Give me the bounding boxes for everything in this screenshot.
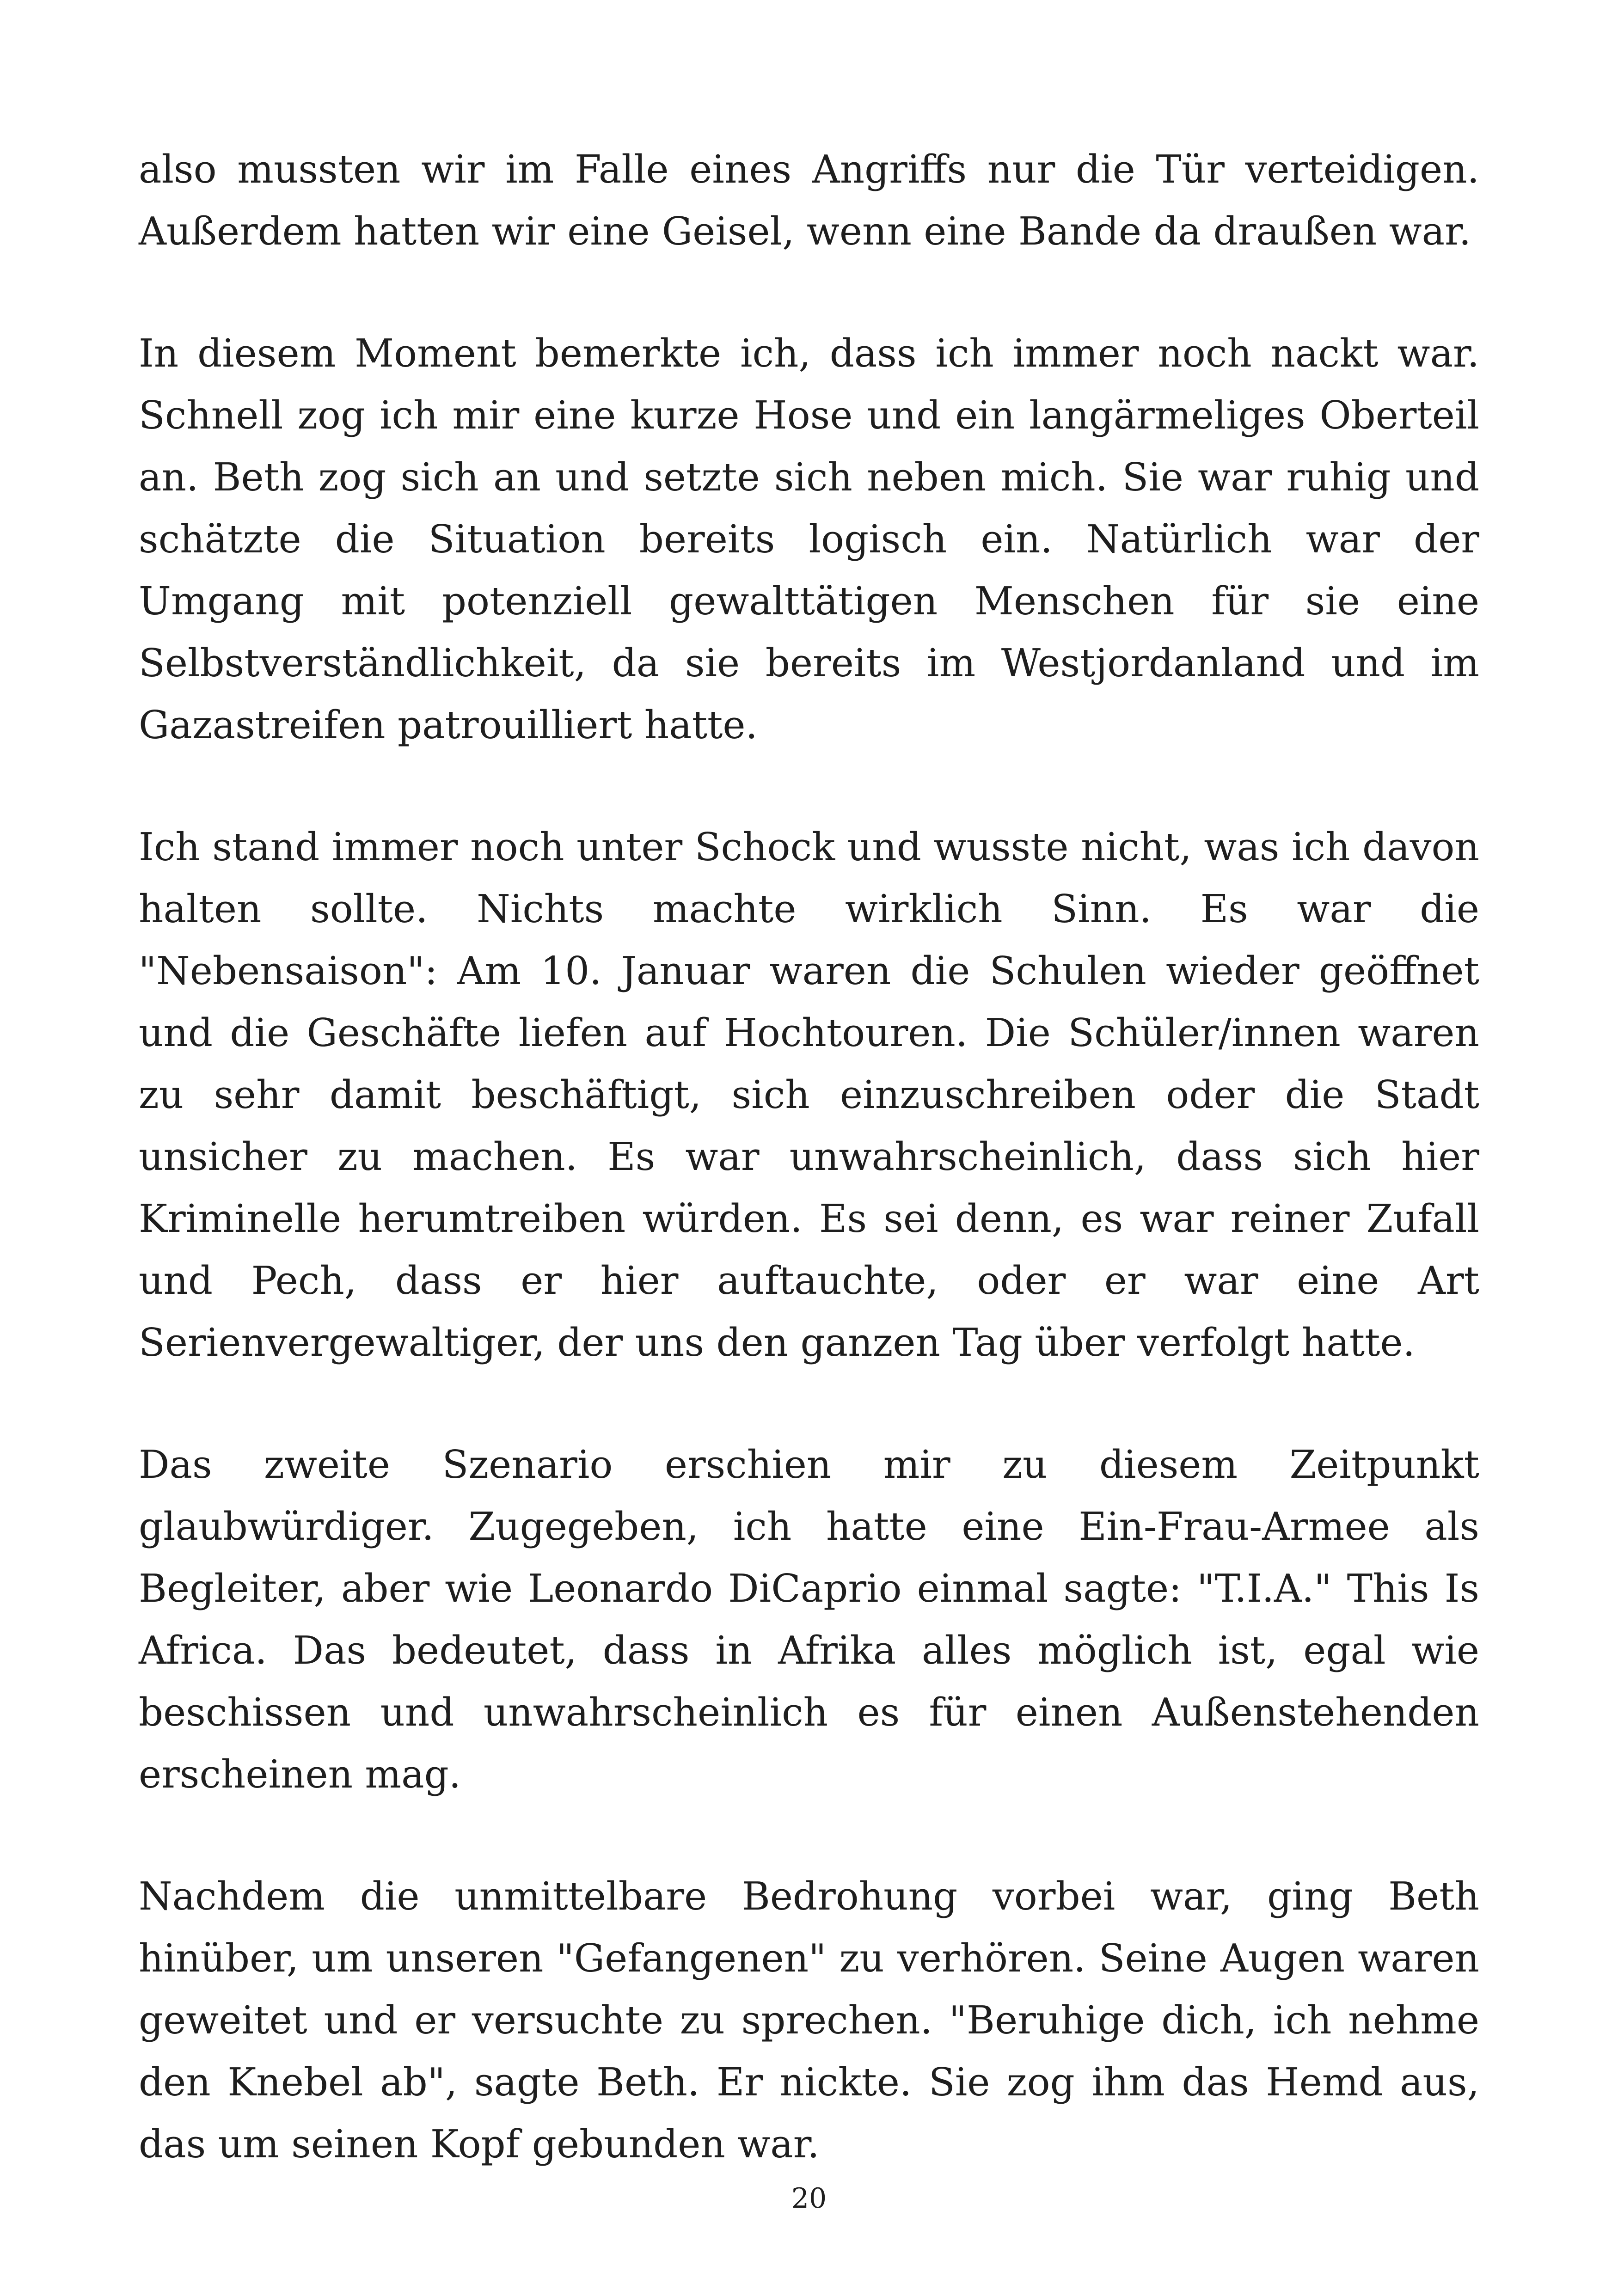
body-text [139,139,1479,2175]
paragraph-3: Ich stand immer noch unter Schock und wusste nicht, was ich davon halten sollte. Nichts machte wirklich Sinn. Es war die "Nebensaison": Am 10. Januar waren die Schulen wieder geöffnet und die Geschäfte liefen auf Hochtouren. Die Schüler/innen waren zu sehr damit beschäftigt, sich einzuschreiben oder die Stadt unsicher zu machen. Es war unwahrscheinlich, dass sich hier Kriminelle herumtreiben würden. Es sei denn, es war reiner Zufall und Pech, dass er hier auftauchte, oder er war eine Art Serienvergewaltiger, der uns den ganzen Tag über verfolgt hatte. [139,825,1479,1365]
page-number: 20 [791,2182,827,2215]
paragraph-1: also mussten wir im Falle eines Angriffs nur die Tür verteidigen. Außerdem hatten wir eine Geisel, wenn eine Bande da draußen war. [139,147,1479,254]
paragraph-2: In diesem Moment bemerkte ich, dass ich immer noch nackt war. Schnell zog ich mir eine kurze Hose und ein langärmeliges Oberteil an. Beth zog sich an und setzte sich neben mich. Sie war ruhig und schätzte die Situation bereits logisch ein. Natürlich war der Umgang mit potenziell gewalttätigen Menschen für sie eine Selbstverständlichkeit, da sie bereits im Westjordanland und im Gazastreifen patrouilliert hatte. [139,331,1479,747]
paragraph-5: Nachdem die unmittelbare Bedrohung vorbei war, ging Beth hinüber, um unseren "Gefangenen" zu verhören. Seine Augen waren geweitet und er versuchte zu sprechen. "Beruhige dich, ich nehme den Knebel ab", sagte Beth. Er nickte. Sie zog ihm das Hemd aus, das um seinen Kopf gebunden war. [139,1874,1479,2167]
paragraph-4: Das zweite Szenario erschien mir zu diesem Zeitpunkt glaubwürdiger. Zugegeben, ich hatte eine Ein-Frau-Armee als Begleiter, aber wie Leonardo DiCaprio einmal sagte: "T.I.A." This Is Africa. Das bedeutet, dass in Afrika alles möglich ist, egal wie beschissen und unwahrscheinlich es für einen Außenstehenden erscheinen mag. [139,1442,1479,1797]
